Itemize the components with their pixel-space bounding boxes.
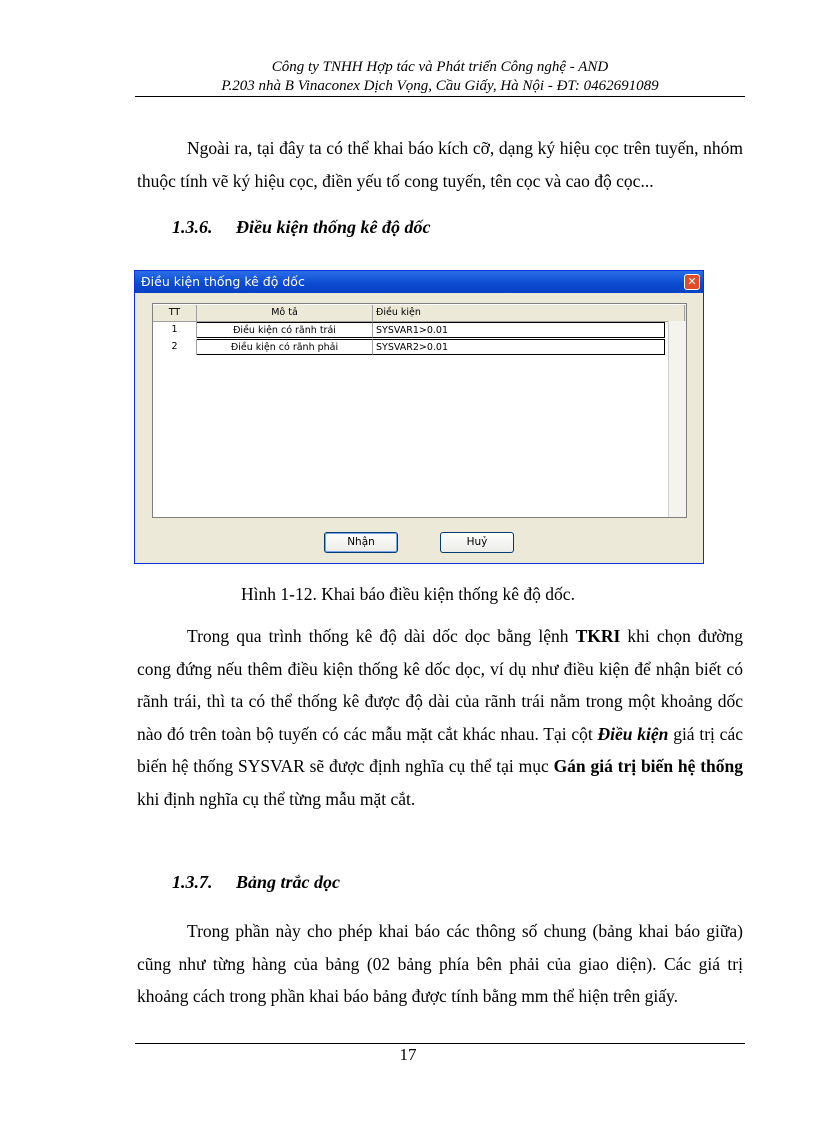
body-paragraph: [137, 620, 743, 815]
text-run: khi chọn đường cong đứng nếu thêm điều kiện thống kê dốc dọc, ví dụ như điều kiện để nhận biết có rãnh trái, thì ta có thể thống kê được độ dài của rãnh trái nằm trong một khoảng dốc nào đó trên toàn bộ tuyến có các mẫu mặt cắt khác nhau. Tại cột: [137, 626, 743, 744]
text-run: giá trị các biến hệ thống SYSVAR sẽ được định nghĩa cụ thể tại mục: [137, 723, 743, 776]
dialog-title: Điều kiện thống kê độ dốc: [141, 274, 305, 289]
vertical-scrollbar[interactable]: [668, 321, 686, 517]
section-reference: Gán giá trị biến hệ thống: [553, 756, 743, 776]
row-condition[interactable]: SYSVAR1>0.01: [373, 322, 665, 338]
row-description[interactable]: Điều kiện có rãnh phải: [197, 339, 373, 355]
dialog-titlebar[interactable]: [135, 271, 703, 293]
close-icon[interactable]: ✕: [684, 274, 700, 290]
header-address: P.203 nhà B Vinaconex Dịch Vọng, Cầu Giấy, Hà Nội - ĐT: 0462691089: [221, 78, 659, 94]
intro-paragraph: Ngoài ra, tại đây ta có thể khai báo kích cỡ, dạng ký hiệu cọc trên tuyến, nhóm thuộc tính vẽ ký hiệu cọc, điền yếu tố cong tuyến, tên cọc và cao độ cọc...: [137, 138, 743, 191]
footer-divider: [135, 1043, 745, 1044]
slope-condition-dialog: [134, 270, 704, 564]
last-paragraph: Trong phần này cho phép khai báo các thông số chung (bảng khai báo giữa) cũng như từng hàng của bảng (02 bảng phía bên phải của giao diện). Các giá trị khoảng cách trong phần khai báo bảng được tính bằng mm thể hiện trên giấy.: [137, 921, 743, 1006]
table-row[interactable]: [153, 322, 666, 338]
section-heading-1-3-7: [172, 872, 340, 893]
table-row[interactable]: [153, 339, 666, 355]
command-name: TKRI: [575, 626, 621, 646]
column-header-tt[interactable]: TT: [153, 305, 197, 321]
section-number: 1.3.7.: [172, 872, 213, 892]
row-index: 1: [153, 322, 197, 338]
ok-button[interactable]: Nhận: [324, 532, 398, 553]
text-run: Trong qua trình thống kê độ dài dốc dọc bằng lệnh: [187, 626, 576, 646]
table-header: [153, 305, 686, 322]
row-description[interactable]: Điều kiện có rãnh trái: [197, 322, 373, 338]
row-index: 2: [153, 339, 197, 355]
column-header-condition[interactable]: Điều kiện: [373, 305, 685, 321]
section-heading-1-3-6: [172, 217, 431, 238]
page-number: 17: [399, 1045, 417, 1064]
section-title: Điều kiện thống kê độ dốc: [236, 217, 431, 237]
header-divider: [135, 96, 745, 97]
figure-caption: Hình 1-12. Khai báo điều kiện thống kê độ dốc.: [241, 584, 575, 604]
column-reference: Điều kiện: [597, 723, 669, 744]
condition-table: [152, 303, 687, 518]
text-run: khi định nghĩa cụ thể từng mẫu mặt cắt.: [137, 788, 416, 809]
row-condition[interactable]: SYSVAR2>0.01: [373, 339, 665, 355]
cancel-button[interactable]: Huỷ: [440, 532, 514, 553]
column-header-description[interactable]: Mô tả: [197, 305, 373, 321]
page-header: [135, 58, 745, 96]
header-company: Công ty TNHH Hợp tác và Phát triển Công nghệ - AND: [271, 59, 609, 75]
section-title: Bảng trắc dọc: [236, 872, 341, 892]
section-number: 1.3.6.: [172, 217, 213, 237]
